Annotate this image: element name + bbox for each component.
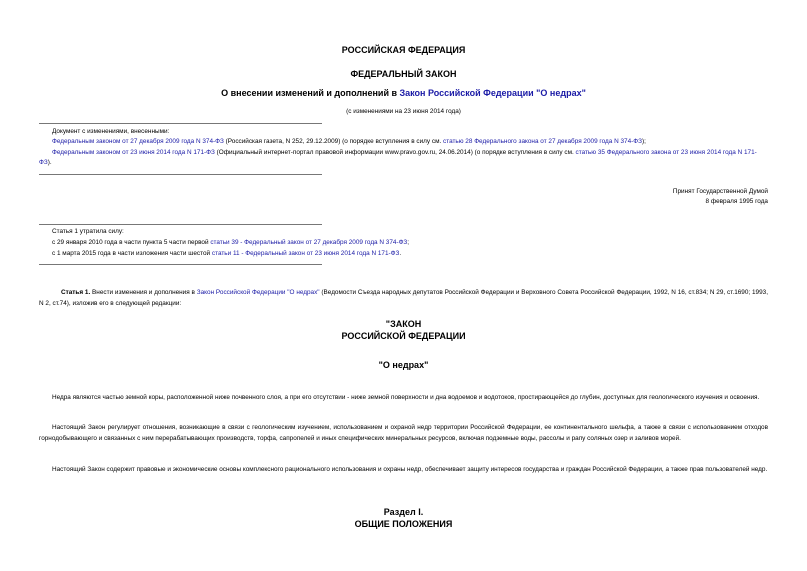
adoption-info — [673, 187, 768, 207]
amendments-block — [52, 127, 768, 147]
title-prefix: О внесении изменений и дополнений в — [221, 88, 400, 98]
document-title — [0, 88, 807, 98]
expired-intro: Статья 1 утратила силу: — [52, 228, 124, 235]
section-heading — [0, 506, 807, 530]
divider — [39, 123, 322, 124]
inner-law-line: "ЗАКОН — [385, 319, 422, 329]
revision-note: (с изменениями на 23 июня 2014 года) — [346, 108, 461, 115]
inner-law-title: "О недрах" — [378, 360, 429, 370]
inner-law-line: РОССИЙСКОЙ ФЕДЕРАЦИИ — [341, 331, 466, 341]
expired-block — [52, 227, 768, 259]
inner-law-heading — [0, 318, 807, 342]
article-35-link[interactable]: статью 35 Федерального закона от 23 июня 2014 года N 171-ФЗ — [39, 149, 757, 166]
law-type-heading: ФЕДЕРАЛЬНЫЙ ЗАКОН — [350, 69, 457, 79]
paragraph: Недра являются частью земной коры, расположенной ниже почвенного слоя, а при его отсутствии - ниже земной поверхности и дна водоемов и водотоков, простирающейся до глубин, доступных для геологического изучения и освоения. — [52, 394, 760, 401]
amendment-text: (Российская газета, N 252, 29.12.2009) (о порядке вступления в силу см. — [223, 138, 444, 145]
amendment-end: ). — [47, 159, 52, 166]
adoption-date: 8 февраля 1995 года — [705, 198, 768, 205]
country-heading: РОССИЙСКАЯ ФЕДЕРАЦИЯ — [341, 45, 466, 55]
expired-text: с 29 января 2010 года в части пункта 5 части первой — [52, 239, 211, 246]
article-text: Внести изменения и дополнения в — [90, 289, 197, 296]
divider — [39, 174, 322, 175]
amendment-item — [52, 137, 768, 147]
expired-item — [52, 238, 768, 248]
article-11-link[interactable]: статьи 11 - Федеральный закон от 23 июня 2014 года N 171-ФЗ — [211, 250, 400, 257]
amendment-item — [39, 148, 768, 168]
expired-end: ; — [407, 239, 410, 246]
article-1 — [39, 288, 768, 309]
expired-end: . — [399, 250, 402, 257]
paragraph: Настоящий Закон содержит правовые и экономические основы комплексного рационального использования и охраны недр, обеспечивает защиту интересов государства и граждан Российской Федерации, а также прав пользователей недр. — [52, 466, 768, 473]
divider — [39, 264, 322, 265]
amendment-end: ); — [642, 138, 646, 145]
article-text: (Ведомости Съезда народных депутатов Российской Федерации и Верховного Совета Российской Федерации, 1992, N 16, ст.834; N 29, ст.1690; 1993, N 2, ст.74), изложив его в следующей редакции: — [39, 289, 768, 307]
paragraph: Настоящий Закон регулирует отношения, возникающие в связи с геологическим изучением, использованием и охраной недр территории Российской Федерации, ее континентального шельфа, а также в связи с использованием отходов горнодобывающего и связанных с ним перерабатывающих производств, торфа, сапропелей и иных специфических минеральных ресурсов, включая подземные воды, рассолы и рапу соляных озер и заливов морей. — [39, 424, 768, 442]
section-number: Раздел I. — [383, 507, 424, 517]
article-28-link[interactable]: статью 28 Федерального закона от 27 декабря 2009 года N 374-ФЗ — [443, 138, 642, 145]
adoption-body: Принят Государственной Думой — [672, 188, 768, 195]
expired-text: с 1 марта 2015 года в части изложения части шестой — [52, 250, 212, 257]
section-title: ОБЩИЕ ПОЛОЖЕНИЯ — [354, 519, 453, 529]
law-on-subsoil-link[interactable]: Закон Российской Федерации "О недрах" — [196, 289, 320, 296]
amendment-law-374-link[interactable]: Федеральным законом от 27 декабря 2009 года N 374-ФЗ — [52, 138, 224, 145]
article-label: Статья 1. — [61, 289, 91, 296]
amendment-text: (Официальный интернет-портал правовой информации www.pravo.gov.ru, 24.06.2014) (о порядке вступления в силу см. — [214, 149, 576, 156]
article-39-link[interactable]: статьи 39 - Федеральный закон от 27 декабря 2009 года N 374-ФЗ — [210, 239, 408, 246]
amendment-law-171-link[interactable]: Федеральным законом от 23 июня 2014 года N 171-ФЗ — [52, 149, 215, 156]
amendments-intro: Документ с изменениями, внесенными: — [52, 128, 170, 135]
expired-item — [52, 249, 768, 259]
divider — [39, 224, 322, 225]
law-on-subsoil-link[interactable]: Закон Российской Федерации "О недрах" — [399, 88, 586, 98]
